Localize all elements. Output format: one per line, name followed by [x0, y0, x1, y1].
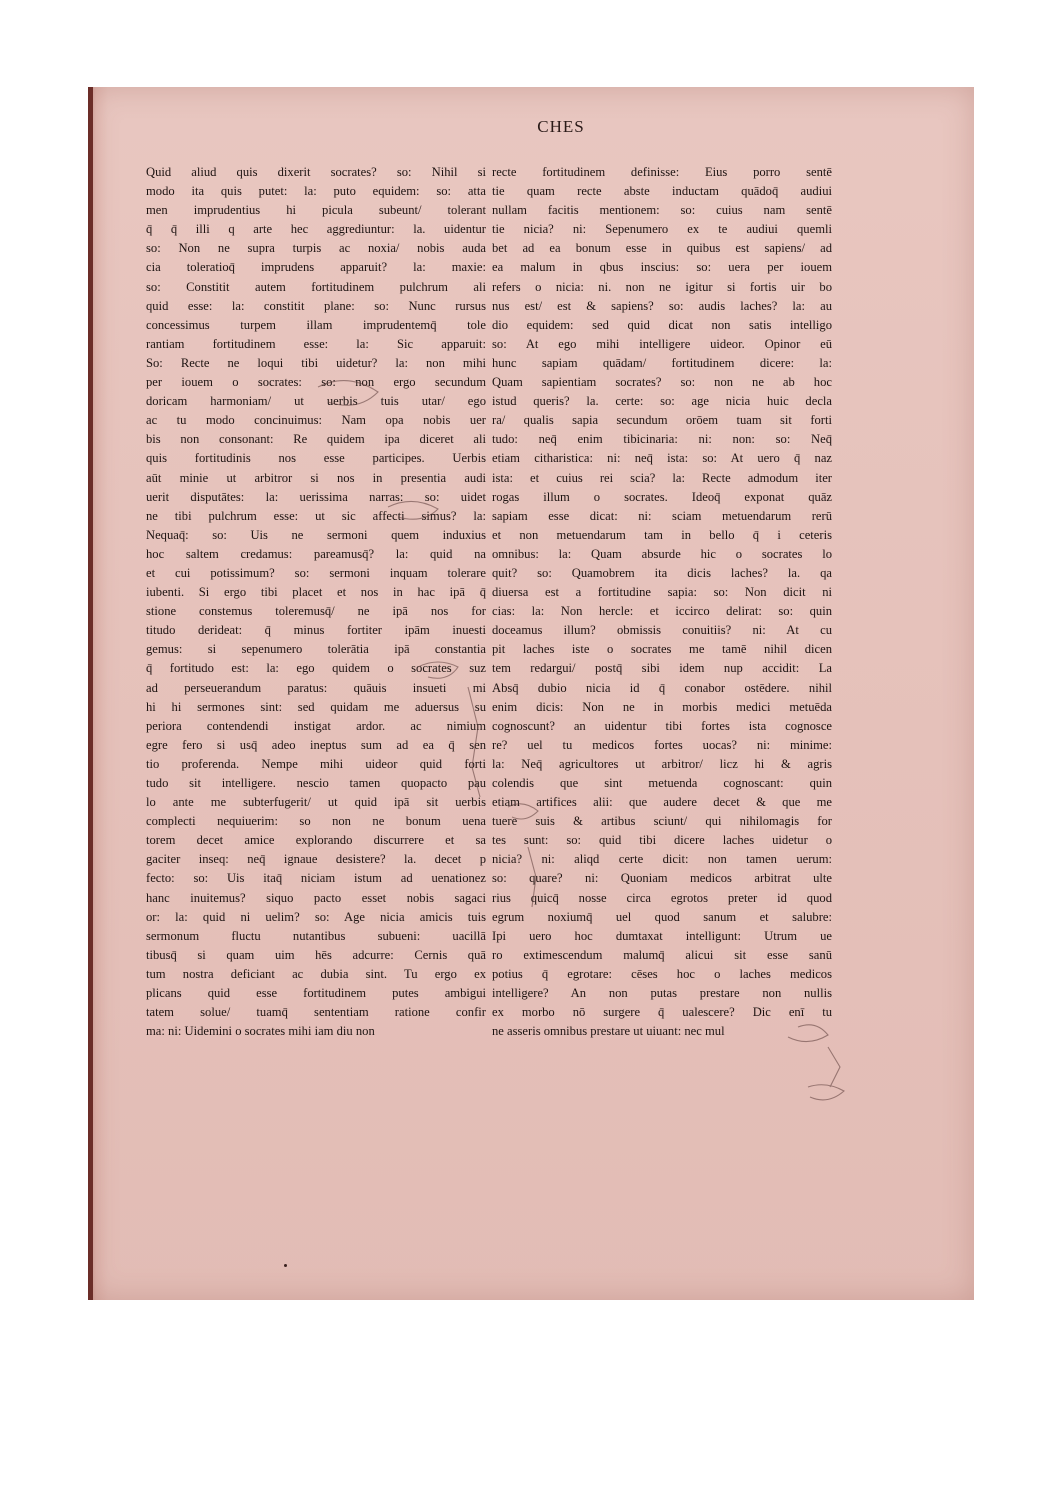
text-line: etiam citharistica: ni: neq̄ ista: so: At uero q̄ naz: [492, 451, 832, 466]
text-line: fecto: so: Uis itaq̄ niciam istum ad uenationez: [146, 871, 486, 886]
text-line: et cui potissimum? so: sermoni inquam tolerare: [146, 565, 486, 580]
text-line: la: Neq̄ agricultores ut arbitror/ licz hi & agris: [492, 756, 832, 771]
text-line: gaciter inseq: neq̄ ignaue desistere? la. decet p: [146, 852, 486, 867]
text-line: tem redargui/ postq̄ sibi idem nup accidit: La: [492, 661, 832, 676]
text-line: bet ad ea bonum esse in quibus est sapiens/ ad: [492, 241, 832, 256]
text-line: ac tu modo concinuimus: Nam opa nobis uer: [146, 413, 486, 428]
page-binding-edge: [88, 87, 93, 1300]
text-line: cognoscunt? an uidentur tibi fortes ista cognosce: [492, 718, 832, 733]
text-line: ne tibi pulchrum esse: ut sic affecti simus? la:: [146, 508, 486, 523]
text-line: pit laches iste o socrates me tamē nihil dicen: [492, 642, 832, 657]
text-line: egrum noxiumq̄ uel quod sanum et salubre:: [492, 909, 832, 924]
text-line: cias: la: Non hercle: et iccirco delirat: so: quin: [492, 604, 832, 619]
text-line: per iouem o socrates: so: non ergo secundum: [146, 375, 486, 390]
text-line: iubenti. Si ergo tibi placet et nos in hac ipā q̄: [146, 585, 486, 600]
text-line: complecti nequiuerim: so non ne bonum uena: [146, 814, 486, 829]
text-line: titudo derideat: q̄ minus fortiter ipām inuesti: [146, 623, 486, 638]
text-line: Quid aliud quis dixerit socrates? so: Nihil si: [146, 165, 486, 179]
text-line: potius q̄ egrotare: cēses hoc o laches medicos: [492, 966, 832, 981]
text-line: rogas illum o socrates. Ideoq̄ exponat quāz: [492, 489, 832, 504]
text-line: tatem solue/ tuamq̄ sententiam ratione confir: [146, 1005, 486, 1020]
left-text-column: [146, 163, 486, 1041]
text-line: tes sunt: so: quid tibi dicere laches uidetur o: [492, 833, 832, 848]
text-line: recte fortitudinem definisse: Eius porro sentē: [492, 165, 832, 179]
text-line: so: Non ne supra turpis ac noxia/ nobis auda: [146, 241, 486, 256]
text-line: concessimus turpem illam imprudentemq̄ tole: [146, 317, 486, 332]
text-line: or: la: quid ni uelim? so: Age nicia amicis tuis: [146, 909, 486, 924]
text-line: periora contendendi instigat ardor. ac nimium: [146, 718, 486, 733]
text-line: nicia? ni: aliqd certe dicit: non tamen uerum:: [492, 852, 832, 867]
text-line: hoc saltem credamus: pareamusq̄? la: quid na: [146, 546, 486, 561]
text-line: stione constemus toleremusq̄/ ne ipā nos for: [146, 604, 486, 619]
text-line: Ipi uero hoc dumtaxat intelligunt: Utrum ue: [492, 928, 832, 943]
text-line: plicans quid esse fortitudinem putes ambigui: [146, 986, 486, 1001]
text-line: ra/ qualis sapia secundum orōem tuam sit forti: [492, 413, 832, 428]
text-line: colendis que sint metuenda cognoscant: quin: [492, 776, 832, 790]
text-line: rius quicq̄ nosse circa egrotos preter id quod: [492, 890, 832, 905]
text-line: doceamus illum? obmissis conuitiis? ni: At cu: [492, 623, 832, 638]
text-line: So: Recte ne loqui tibi uidetur? la: non mihi: [146, 355, 486, 370]
text-line: ad perseuerandum paratus: quāuis insueti mi: [146, 680, 486, 695]
text-line: nus est/ est & sapiens? so: audis laches? la: au: [492, 298, 832, 313]
text-line: sermonum fluctu nutantibus subueni: uacillā: [146, 928, 486, 943]
text-line: Nequaq̄: so: Uis ne sermoni quem induxius: [146, 527, 486, 542]
text-line: etiam artifices alii: que audere decet & que me: [492, 795, 832, 810]
text-line: ne asseris omnibus prestare ut uiuant: nec mul: [492, 1024, 725, 1039]
text-line: refers o nicia: ni. non ne igitur si fortis uir bo: [492, 279, 832, 294]
text-line: uerit disputātes: la: uerissima narras: so: uidet: [146, 489, 486, 504]
text-line: diuersa est a fortitudine sapia: so: Non dicit ni: [492, 585, 832, 600]
text-line: quit? so: Quamobrem ita dicis laches? la. qa: [492, 565, 832, 580]
text-line: ex morbo nō surgere q̄ ualescere? Dic enī tu: [492, 1005, 832, 1020]
text-line: so: Constitit autem fortitudinem pulchrum ali: [146, 279, 486, 294]
text-line: tibusq̄ si quam uim hēs adcurre: Cernis quā: [146, 947, 486, 962]
text-line: men imprudentius hi picula subeunt/ tolerant: [146, 203, 486, 218]
text-line: ea malum in qbus inscius: so: uera per iouem: [492, 260, 832, 275]
text-line: hunc sapiam quādam/ fortitudinem dicere: la:: [492, 355, 832, 370]
text-line: nullam facitis mentionem: so: cuius nam sentē: [492, 203, 832, 218]
text-line: tie quam recte abste inductam quādoq̄ audiui: [492, 184, 832, 199]
text-line: doricam harmoniam/ ut uerbis tuis utar/ ego: [146, 394, 486, 409]
text-line: aūt minie ut arbitror si nos in presentia audi: [146, 470, 486, 485]
text-line: cia toleratioq̄ imprudens apparuit? la: maxie:: [146, 260, 486, 275]
text-line: so: quare? ni: Quoniam medicos arbitrat ulte: [492, 871, 832, 886]
text-line: sapiam esse dicat: ni: sciam metuendarum rerū: [492, 508, 832, 523]
right-text-column: [492, 163, 832, 1041]
text-line: re? uel tu medicos fortes uocas? ni: minime:: [492, 737, 832, 752]
running-head: CHES: [537, 117, 585, 136]
text-line: quid esse: la: constitit plane: so: Nunc rursus: [146, 298, 486, 313]
text-line: ista: et cuius rei scia? la: Recte admodum iter: [492, 470, 832, 485]
text-line: quis fortitudinis nos esse participes. Uerbis: [146, 451, 486, 466]
text-line: istud queris? la. certe: so: age nicia huic decla: [492, 394, 832, 409]
text-line: Quam sapientiam socrates? so: non ne ab hoc: [492, 375, 832, 390]
text-line: ma: ni: Uidemini o socrates mihi iam diu non: [146, 1024, 375, 1039]
text-line: q̄ fortitudo est: la: ego quidem o socrates suz: [146, 661, 486, 676]
text-line: intelligere? An non putas prestare non nullis: [492, 986, 832, 1001]
text-line: modo ita quis putet: la: puto equidem: so: atta: [146, 184, 486, 199]
text-line: dio equidem: sed quid dicat non satis intelligo: [492, 317, 832, 332]
manuscript-page: [88, 87, 974, 1300]
ink-speck: [284, 1264, 287, 1267]
text-line: q̄ q̄ illi q arte hec aggrediuntur: la. uidentur: [146, 222, 486, 237]
text-line: so: At ego mihi intelligere uideor. Opinor eū: [492, 336, 832, 351]
text-line: ro extimescendum malumq̄ alicui sit esse sanū: [492, 947, 832, 962]
text-line: et non metuendarum tam in bello q̄ i ceteris: [492, 527, 832, 542]
text-line: egre fero si usq̄ adeo ineptus sum ad ea q̄ sen: [146, 737, 486, 752]
text-line: torem decet amice explorando discurrere et sa: [146, 833, 486, 848]
text-line: tie nicia? ni: Sepenumero ex te audiui quemli: [492, 222, 832, 237]
text-line: tudo: neq̄ enim tibicinaria: ni: non: so: Neq̄: [492, 432, 832, 447]
text-line: omnibus: la: Quam absurde hic o socrates lo: [492, 546, 832, 561]
text-line: Absq̄ dubio nicia id q̄ conabor ostēdere. nihil: [492, 680, 832, 695]
text-line: enim dicis: Non ne in morbis medici metuēda: [492, 699, 832, 714]
text-line: tuere suis & artibus sciunt/ qui nihilomagis for: [492, 814, 832, 829]
text-line: tudo sit intelligere. nescio tamen quopacto pau: [146, 776, 486, 790]
text-line: tum nostra deficiant ac dubia sint. Tu ergo ex: [146, 966, 486, 981]
text-line: rantiam fortitudinem esse: la: Sic apparuit:: [146, 336, 486, 351]
text-line: bis non consonant: Re quidem ipa diceret ali: [146, 432, 486, 447]
text-line: gemus: si sepenumero tolerātia ipā constantia: [146, 642, 486, 657]
text-line: lo ante me subterfugerit/ ut quid ipā sit uerbis: [146, 795, 486, 810]
text-line: hanc inuitemus? siquo pacto esset nobis sagaci: [146, 890, 486, 905]
text-line: hi hi sermones sint: sed quidam me aduersus su: [146, 699, 486, 714]
text-line: tio proferenda. Nempe mihi uideor quid forti: [146, 756, 486, 771]
